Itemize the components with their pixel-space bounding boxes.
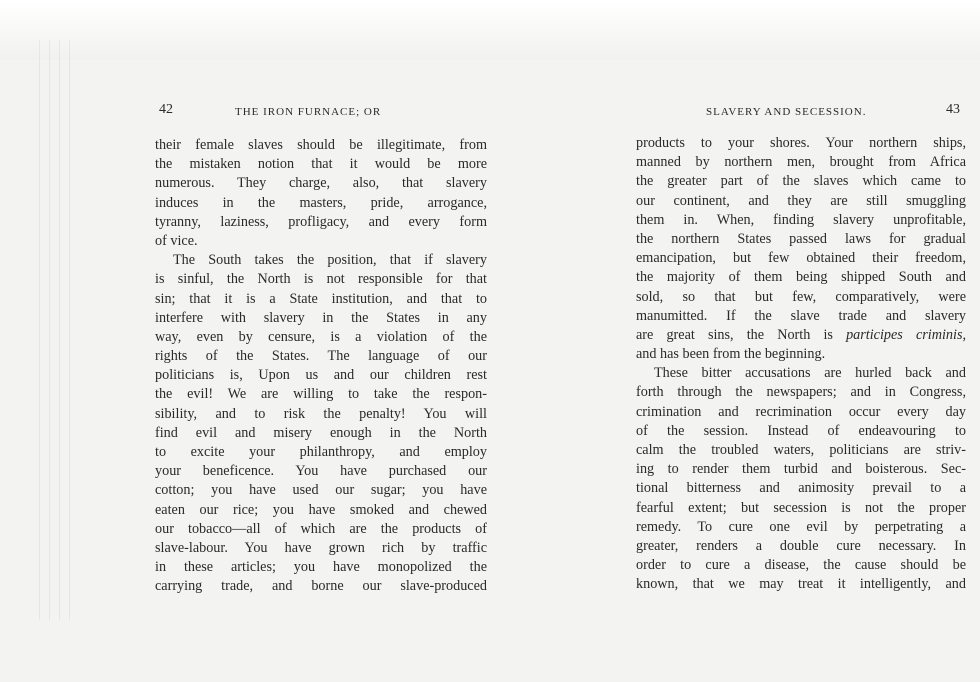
- text-line: of vice.: [155, 232, 198, 249]
- text-line: cotton; you have used our sugar; you have: [155, 482, 487, 499]
- text-line: The South takes the position, that if slavery: [173, 252, 487, 269]
- text-line: known, that we may treat it intelligently, and: [636, 576, 966, 593]
- text-line: slave-labour. You have grown rich by traffic: [155, 539, 487, 556]
- text-line: induces in the masters, pride, arrogance,: [155, 194, 487, 211]
- text-line: crimination and recrimination occur every day: [636, 403, 966, 420]
- text-line: way, even by censure, is a violation of the: [155, 328, 487, 345]
- text-line: the evil! We are willing to take the respon-: [155, 386, 487, 403]
- left-running-head: [155, 100, 487, 122]
- text-line: forth through the newspapers; and in Congress,: [636, 384, 966, 401]
- text-line: greater, renders a double cure necessary. In: [636, 537, 966, 554]
- text-line: tyranny, laziness, profligacy, and every form: [155, 213, 487, 230]
- left-page-number: 42: [159, 102, 173, 117]
- text-line: calm the troubled waters, politicians are striv-: [636, 442, 966, 458]
- text-line: them in. When, finding slavery unprofitable,: [636, 211, 966, 228]
- left-page: [155, 100, 487, 597]
- left-body-text: [155, 136, 487, 597]
- text-line: politicians is, Upon us and our children rest: [155, 367, 487, 384]
- text-line: rights of the States. The language of our: [155, 348, 487, 365]
- text-line: These bitter accusations are hurled back and: [654, 365, 966, 382]
- text-line: sold, so that but few, comparatively, were: [636, 288, 966, 305]
- text-line: manumitted. If the slave trade and slavery: [636, 307, 966, 324]
- text-line: manned by northern men, brought from Africa: [636, 154, 966, 171]
- text-line: find evil and misery enough in the North: [155, 424, 487, 441]
- text-fragment: are great sins, the North is: [636, 326, 833, 343]
- text-line: sin; that it is a State institution, and that to: [155, 290, 487, 307]
- latin-phrase: participes criminis,: [846, 326, 966, 343]
- right-running-title: SLAVERY AND SECESSION.: [706, 106, 867, 118]
- text-line: tional bitterness and animosity prevail to a: [636, 480, 966, 497]
- binding-shadow: [30, 40, 70, 620]
- text-line: the greater part of the slaves which came to: [636, 173, 966, 190]
- text-line: [636, 326, 966, 345]
- text-line: the northern States passed laws for gradual: [636, 230, 966, 247]
- text-line: remedy. To cure one evil by perpetrating a: [636, 518, 966, 535]
- text-line: is sinful, the North is not responsible for that: [155, 271, 487, 288]
- text-line: fearful extent; but secession is not the proper: [636, 499, 966, 516]
- text-line: ing to render them turbid and boisterous. Sec-: [636, 461, 966, 478]
- text-line: our tobacco—all of which are the products of: [155, 520, 487, 537]
- text-line: emancipation, but few obtained their freedom,: [636, 250, 966, 267]
- text-line: order to cure a disease, the cause should be: [636, 557, 966, 574]
- text-line: the majority of them being shipped South and: [636, 269, 966, 286]
- right-page: [636, 100, 966, 595]
- text-line: numerous. They charge, also, that slavery: [155, 175, 487, 192]
- text-line: carrying trade, and borne our slave-produced: [155, 578, 487, 595]
- text-line: the mistaken notion that it would be more: [155, 156, 487, 173]
- text-line: your beneficence. You have purchased our: [155, 463, 487, 480]
- right-body-text: [636, 134, 966, 595]
- left-running-title: THE IRON FURNACE; OR: [235, 106, 382, 118]
- right-page-number: 43: [946, 102, 960, 117]
- text-line: interfere with slavery in the States in any: [155, 309, 487, 326]
- text-line: of the session. Instead of endeavouring to: [636, 422, 966, 439]
- text-line: eaten our rice; you have smoked and chewed: [155, 501, 487, 518]
- text-line: their female slaves should be illegitimate, from: [155, 137, 487, 153]
- right-running-head: [636, 100, 966, 122]
- text-line: in these articles; you have monopolized the: [155, 559, 487, 576]
- text-line: products to your shores. Your northern ships,: [636, 135, 966, 151]
- text-line: our continent, and they are still smuggling: [636, 192, 966, 209]
- text-line: to excite your philanthropy, and employ: [155, 444, 487, 460]
- scan-background-top: [0, 0, 980, 60]
- text-line: and has been from the beginning.: [636, 346, 826, 363]
- text-line: sibility, and to risk the penalty! You will: [155, 405, 487, 422]
